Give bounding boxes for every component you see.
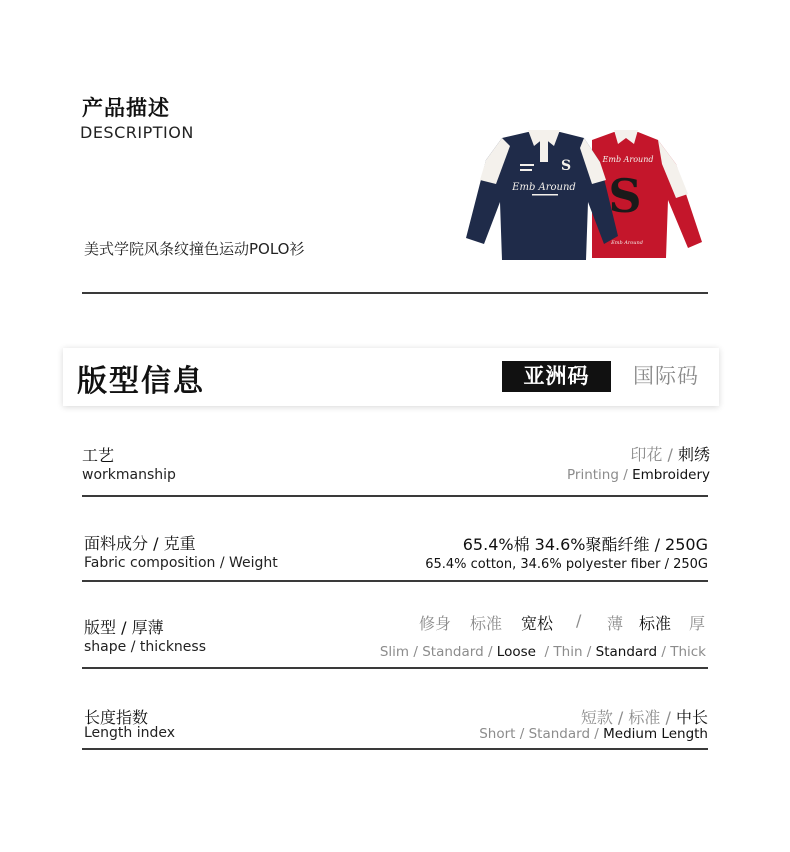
row-divider: [82, 495, 708, 497]
shape-options-en: [380, 644, 706, 660]
length-options-en: [479, 726, 708, 742]
tab-asian-size[interactable]: 亚洲码: [502, 361, 611, 392]
separator: /: [660, 708, 676, 727]
description-divider: [82, 292, 708, 294]
row-divider: [82, 580, 708, 582]
shape-label-cn: 版型 / 厚薄: [84, 618, 164, 637]
option-short-cn: 短款: [580, 708, 613, 727]
workmanship-label-en: workmanship: [82, 467, 176, 483]
workmanship-options-en: [567, 467, 710, 483]
workmanship-options-cn: [630, 442, 710, 465]
svg-text:S: S: [608, 169, 642, 223]
option-thin-en: Thin: [553, 644, 583, 660]
option-thick-cn: 厚: [689, 614, 706, 633]
option-standard2-en: Standard: [595, 644, 658, 660]
option-medium-cn: 中长: [675, 708, 708, 727]
description-title-cn: 产品描述: [82, 96, 170, 120]
fabric-value-en: 65.4% cotton, 34.6% polyester fiber / 250G: [425, 557, 708, 572]
option-standard-en: Standard: [528, 726, 591, 742]
separator: /: [612, 708, 629, 727]
row-divider: [82, 748, 708, 750]
fabric-value-cn: 65.4%棉 34.6%聚酯纤维 / 250G: [462, 535, 708, 554]
option-printing-cn: 印花: [630, 445, 663, 464]
option-slim-en: Slim: [379, 644, 410, 660]
option-slim-cn: 修身: [419, 614, 452, 633]
separator: /: [582, 644, 596, 660]
option-thin-cn: 薄: [607, 614, 624, 633]
separator: /: [662, 445, 678, 464]
fit-info-title: 版型信息: [77, 364, 205, 399]
length-options-cn: [581, 705, 708, 728]
svg-text:Emb Around: Emb Around: [512, 182, 576, 193]
separator: /: [576, 611, 582, 630]
separator: /: [535, 644, 554, 660]
tab-international-size[interactable]: 国际码: [633, 364, 699, 388]
fabric-label-cn: 面料成分 / 克重: [84, 534, 196, 553]
separator: /: [590, 726, 604, 742]
separator: /: [409, 644, 423, 660]
svg-text:S: S: [560, 158, 572, 174]
separator: /: [618, 467, 633, 483]
length-label-en: Length index: [84, 725, 176, 741]
option-loose-en: Loose: [496, 644, 536, 660]
option-embroidery-cn: 刺绣: [677, 445, 710, 464]
option-thick-en: Thick: [670, 644, 706, 660]
description-title-en: DESCRIPTION: [80, 123, 194, 142]
length-label-cn: 长度指数: [84, 708, 149, 727]
option-standard-cn: 标准: [470, 614, 503, 633]
workmanship-label-cn: 工艺: [82, 446, 115, 465]
svg-text:Emb Around: Emb Around: [611, 240, 643, 246]
row-divider: [82, 667, 708, 669]
product-subtitle: 美式学院风条纹撞色运动POLO衫: [84, 240, 305, 258]
product-image: [462, 124, 712, 266]
separator: /: [657, 644, 671, 660]
option-short-en: Short: [479, 726, 516, 742]
fabric-label-en: Fabric composition / Weight: [84, 555, 278, 571]
option-standard2-cn: 标准: [639, 614, 672, 633]
separator: /: [483, 644, 497, 660]
option-medium-en: Medium Length: [603, 726, 708, 742]
separator: /: [515, 726, 529, 742]
svg-text:Emb Around: Emb Around: [602, 155, 654, 164]
option-printing-en: Printing: [566, 467, 619, 483]
shape-label-en: shape / thickness: [84, 639, 206, 655]
option-standard-cn: 标准: [628, 708, 661, 727]
option-loose-cn: 宽松: [521, 614, 554, 633]
option-embroidery-en: Embroidery: [632, 467, 710, 483]
option-standard-en: Standard: [422, 644, 484, 660]
